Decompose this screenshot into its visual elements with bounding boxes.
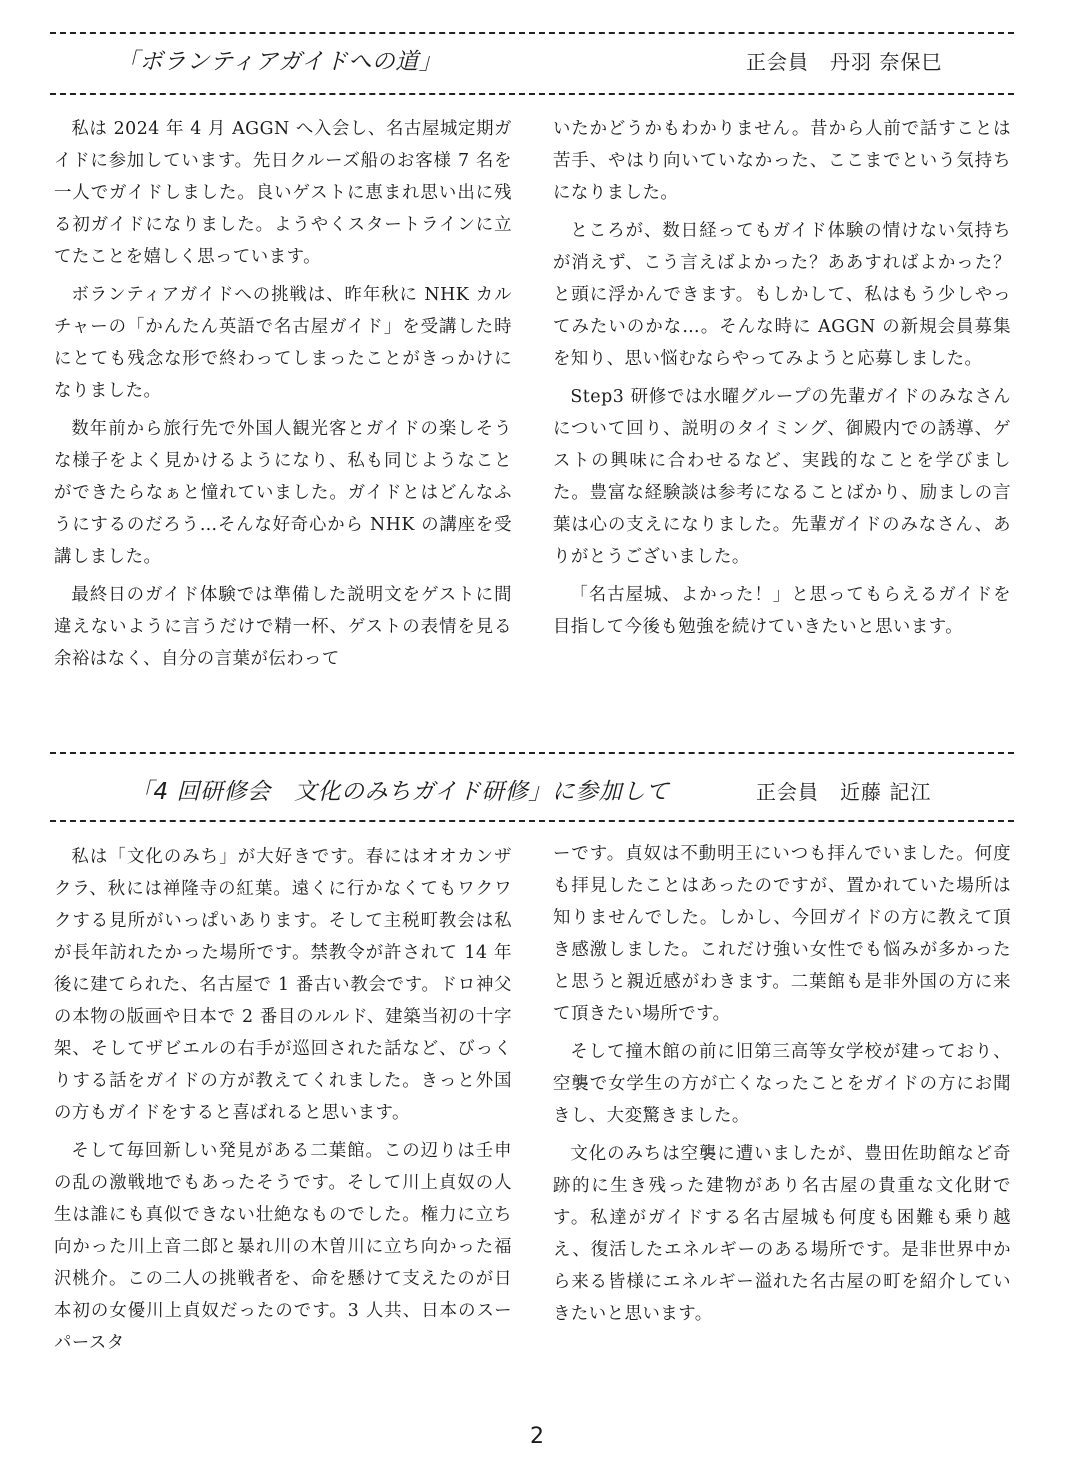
article1-right-paragraph: 「名古屋城、よかった！」と思ってもらえるガイドを目指して今後も勉強を続けていきたいと思います。	[553, 585, 1011, 637]
divider-article2-top	[50, 752, 1014, 754]
article1-right-paragraph: ところが、数日経ってもガイド体験の情けない気持ちが消えず、こう言えばよかった？ああすればよかった？と頭に浮かんできます。もしかして、私はもう少しやってみたいのかな…。そんな時に AGGN の新規会員募集を知り、思い悩むならやってみようと応募しました。	[553, 221, 1011, 369]
article1-left-paragraph: 数年前から旅行先で外国人観光客とガイドの楽しそうな様子をよく見かけるようになり、私も同じようなことができたらなぁと憧れていました。ガイドとはどんなふうにするのだろう…そんな好奇心から NHK の講座を受講しました。	[54, 419, 512, 567]
article1-left-column	[54, 113, 512, 713]
page-number: 2	[530, 1424, 544, 1449]
article2-left-paragraph: そして毎回新しい発見がある二葉館。この辺りは壬申の乱の激戦地でもあったそうです。そして川上貞奴の人生は誰にも真似できない壮絶なものでした。権力に立ち向かった川上音二郎と暴れ川の木曽川に立ち向かった福沢桃介。この二人の挑戦者を、命を懸けて支えたのが日本初の女優川上貞奴だったのです。3 人共、日本のスーパースタ	[54, 1141, 512, 1353]
article2-header	[50, 774, 1014, 810]
article1-right-column	[553, 113, 1011, 743]
divider-top	[50, 32, 1014, 34]
divider-article2-header	[50, 820, 1014, 822]
article1-header	[50, 44, 1014, 80]
article1-title: 「ボランティアガイドへの道」	[116, 49, 443, 75]
article1-right-paragraph: Step3 研修では水曜グループの先輩ガイドのみなさんについて回り、説明のタイミング、御殿内での誘導、ゲストの興味に合わせるなど、実践的なことを学びました。豊富な経験談は参考になることばかり、励ましの言葉は心の支えになりました。先輩ガイドのみなさん、ありがとうございました。	[553, 387, 1011, 567]
article1-left-paragraph: ボランティアガイドへの挑戦は、昨年秋に NHK カルチャーの「かんたん英語で名古屋ガイド」を受講した時にとても残念な形で終わってしまったことがきっかけになりました。	[54, 285, 512, 401]
article1-byline: 正会員 丹羽 奈保巳	[746, 50, 943, 74]
article2-right-paragraph: そして撞木館の前に旧第三高等女学校が建っており、空襲で女学生の方が亡くなったことをガイドの方にお聞きし、大変驚きました。	[553, 1042, 1011, 1126]
article2-right-paragraph: ーです。貞奴は不動明王にいつも拝んでいました。何度も拝見したことはあったのですが、置かれていた場所は知りませんでした。しかし、今回ガイドの方に教えて頂き感激しました。これだけ強い女性でも悩みが多かったと思うと親近感がわきます。二葉館も是非外国の方に来て頂きたい場所です。	[553, 844, 1011, 1024]
article2-left-column	[54, 841, 512, 1391]
article1-left-paragraph: 最終日のガイド体験では準備した説明文をゲストに間違えないように言うだけで精一杯、ゲストの表情を見る余裕はなく、自分の言葉が伝わって	[54, 585, 512, 669]
article2-byline: 正会員 近藤 記江	[756, 780, 932, 804]
article2-left-paragraph: 私は「文化のみち」が大好きです。春にはオオカンザクラ、秋には禅隆寺の紅葉。遠くに行かなくてもワクワクする見所がいっぱいあります。そして主税町教会は私が長年訪れたかった場所です。禁教令が許されて 14 年後に建てられた、名古屋で 1 番古い教会です。ドロ神父の本物の版画や日本で 2 番目のルルド、建築当初の十字架、そしてザビエルの右手が巡回された話など、びっくりする話をガイドの方が教えてくれました。きっと外国の方もガイドをすると喜ばれると思います。	[54, 847, 512, 1123]
divider-article1-header	[50, 93, 1014, 95]
article1-right-paragraph: いたかどうかもわかりません。昔から人前で話すことは苦手、やはり向いていなかった、ここまでという気持ちになりました。	[553, 119, 1011, 203]
article2-right-paragraph: 文化のみちは空襲に遭いましたが、豊田佐助館など奇跡的に生き残った建物があり名古屋の貴重な文化財です。私達がガイドする名古屋城も何度も困難も乗り越え、復活したエネルギーのある場所です。是非世界中から来る皆様にエネルギー溢れた名古屋の町を紹介していきたいと思います。	[553, 1144, 1011, 1324]
article2-title: 「4 回研修会 文化のみちガイド研修」に参加して	[130, 779, 670, 805]
article2-right-column	[553, 838, 1011, 1368]
article1-left-paragraph: 私は 2024 年 4 月 AGGN へ入会し、名古屋城定期ガイドに参加しています。先日クルーズ船のお客様 7 名を一人でガイドしました。良いゲストに恵まれ思い出に残る初ガイドになりました。ようやくスタートラインに立てたことを嬉しく思っています。	[54, 119, 512, 267]
